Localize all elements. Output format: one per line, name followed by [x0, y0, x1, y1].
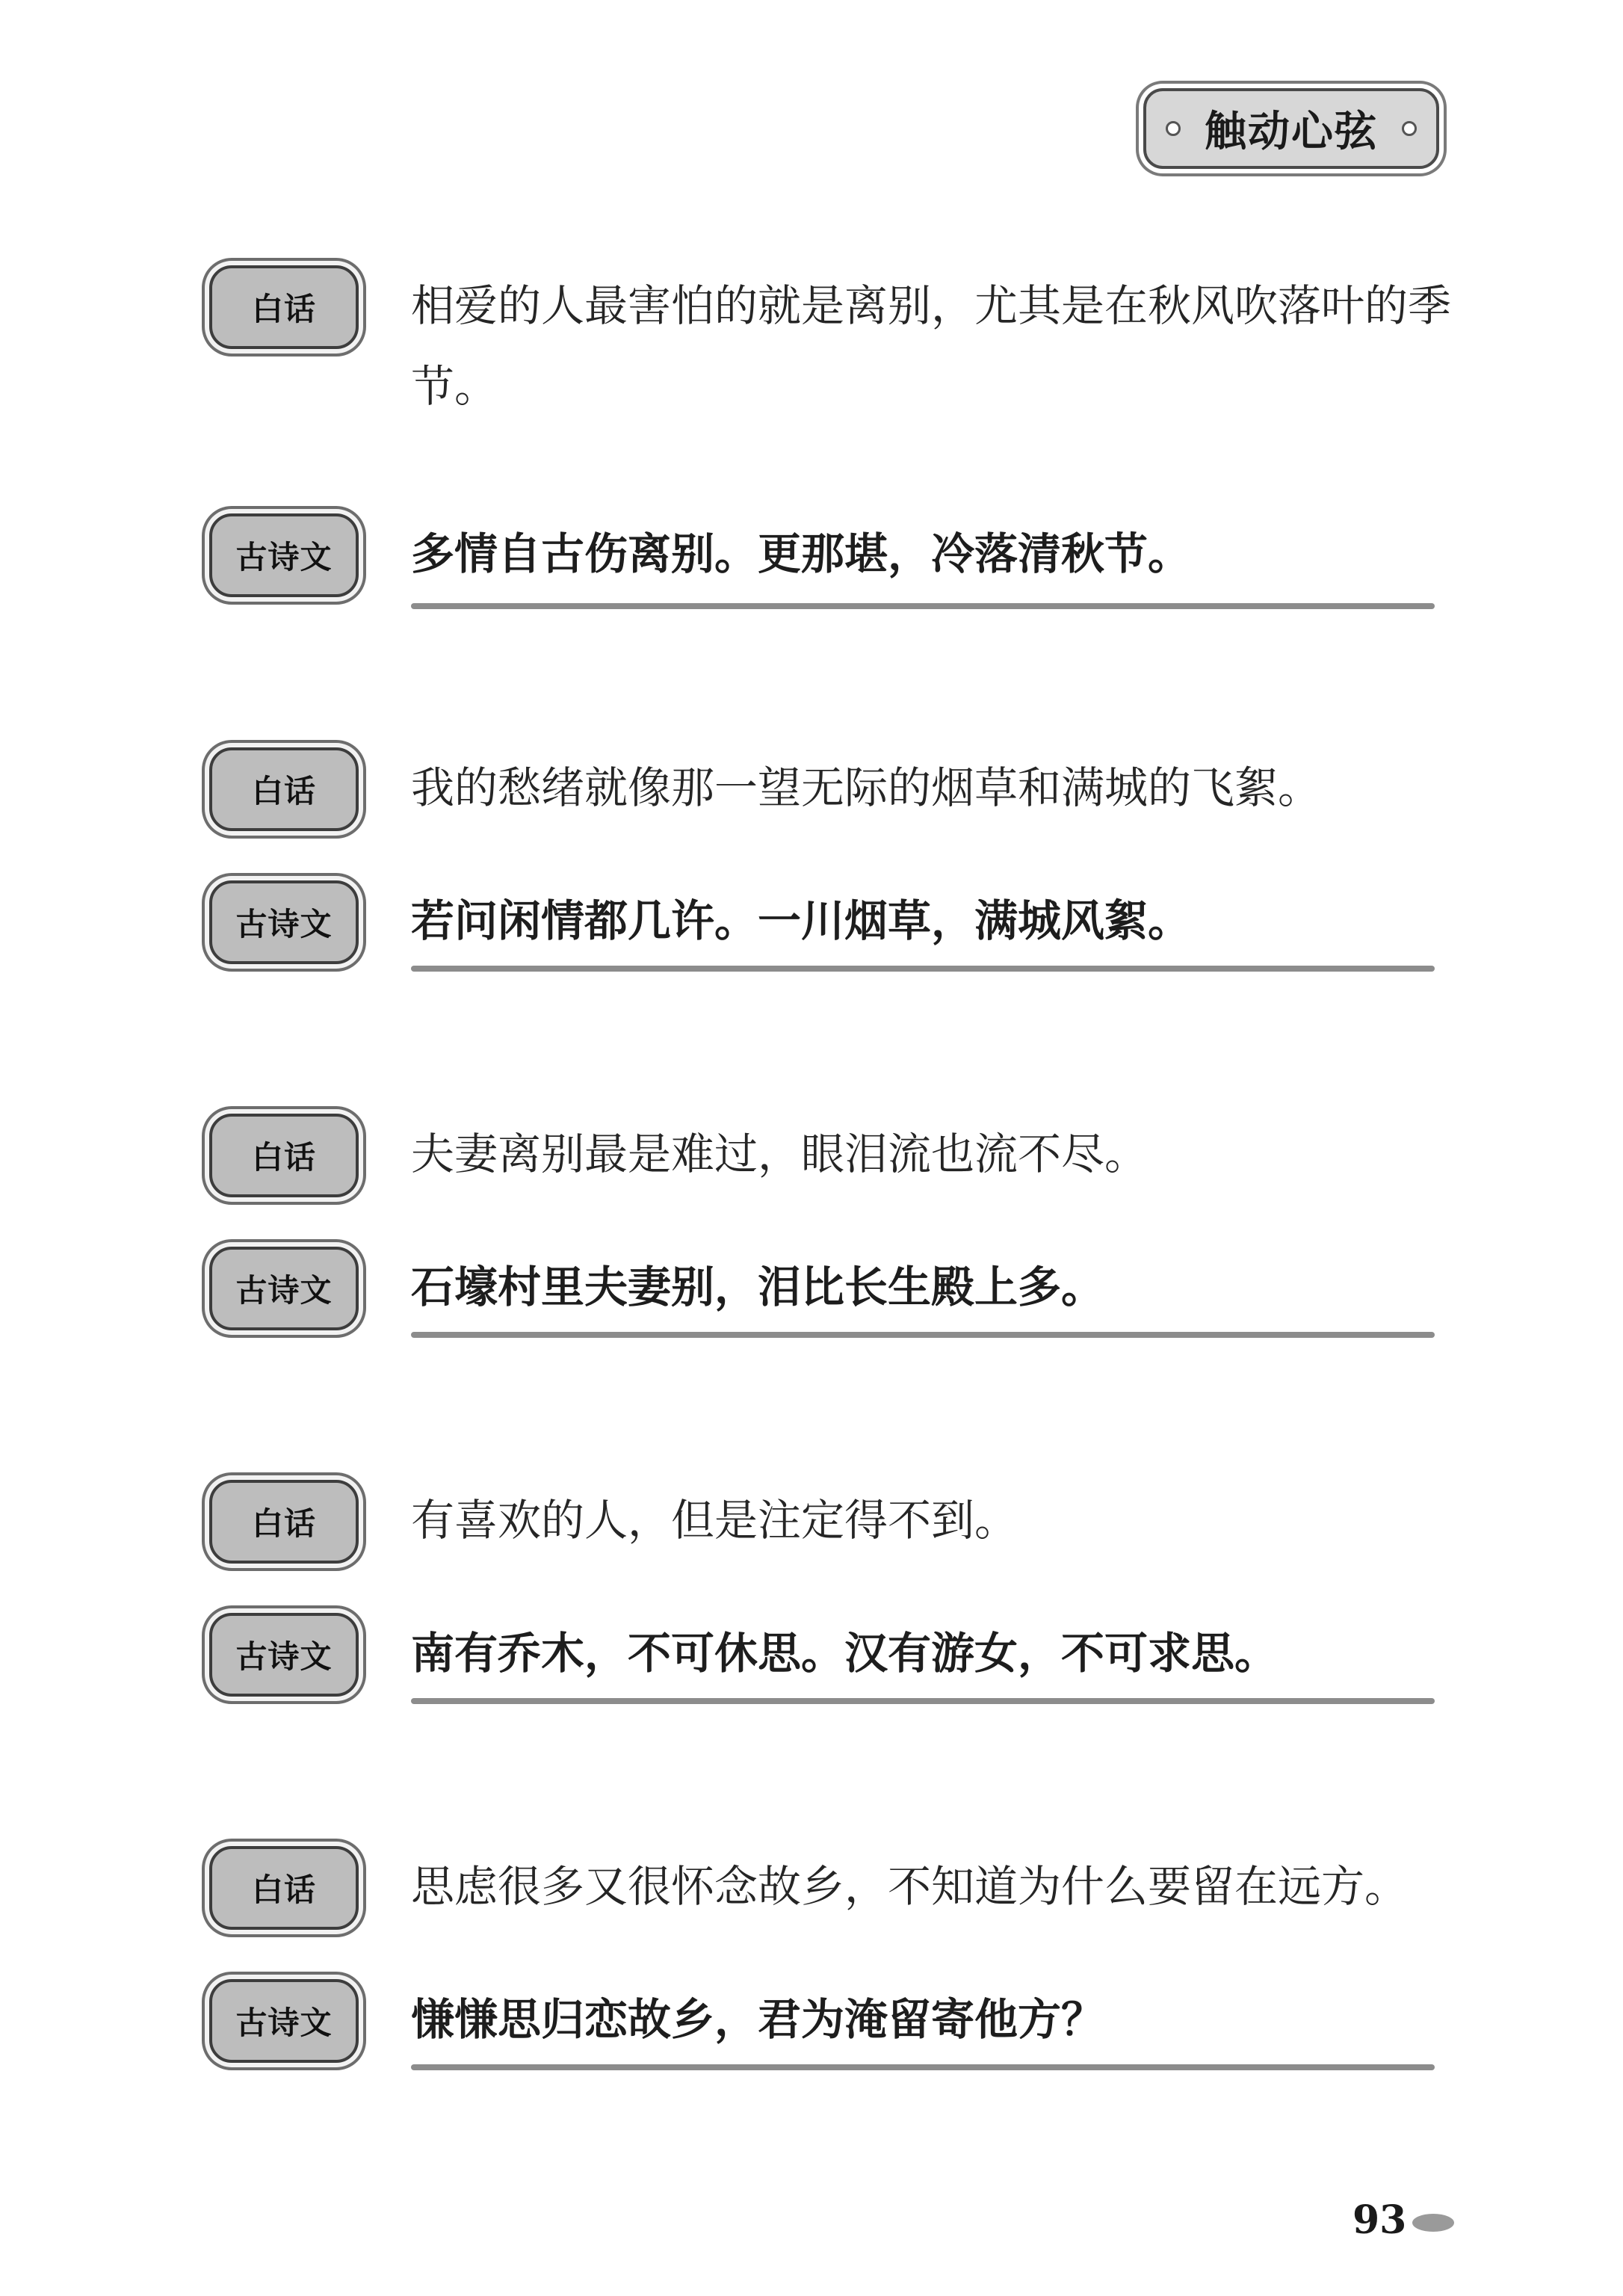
divider-line: [411, 1332, 1435, 1338]
divider-line: [411, 2064, 1435, 2070]
page-number: 93: [1352, 2197, 1407, 2243]
page-ornament-icon: [1412, 2214, 1454, 2232]
section-title-badge: [1143, 88, 1439, 169]
vernacular-tag: 白话: [209, 1846, 359, 1930]
classical-text: 若问闲情都几许。一川烟草，满城风絮。: [411, 895, 1192, 946]
classical-tag: 古诗文: [209, 1613, 359, 1697]
vernacular-tag: 白话: [209, 747, 359, 831]
classical-tag: 古诗文: [209, 880, 359, 964]
divider-line: [411, 1698, 1435, 1704]
vernacular-text: 相爱的人最害怕的就是离别，尤其是在秋风吹落叶的季节。: [411, 280, 1452, 412]
divider-line: [411, 966, 1435, 972]
vernacular-tag: 白话: [209, 265, 359, 349]
vernacular-text: 我的愁绪就像那一望无际的烟草和满城的飞絮。: [411, 762, 1322, 813]
classical-tag: 古诗文: [209, 1979, 359, 2063]
classical-tag: 古诗文: [209, 513, 359, 597]
vernacular-tag: 白话: [209, 1480, 359, 1564]
vernacular-tag: 白话: [209, 1114, 359, 1197]
classical-text: 慊慊思归恋故乡，君为淹留寄他方？: [411, 1994, 1105, 2045]
section-title: 触动心弦: [1205, 108, 1378, 156]
vernacular-text: 有喜欢的人，但是注定得不到。: [411, 1495, 1018, 1546]
badge-left-ornament: [1166, 121, 1181, 136]
badge-right-ornament: [1402, 121, 1417, 136]
divider-line: [411, 603, 1435, 609]
classical-text: 南有乔木，不可休思。汉有游女，不可求思。: [411, 1628, 1279, 1679]
classical-tag: 古诗文: [209, 1247, 359, 1330]
classical-text: 石壕村里夫妻别，泪比长生殿上多。: [411, 1262, 1105, 1312]
vernacular-text: 夫妻离别最是难过，眼泪流也流不尽。: [411, 1129, 1149, 1179]
vernacular-text: 思虑很多又很怀念故乡，不知道为什么要留在远方。: [411, 1861, 1409, 1912]
classical-text: 多情自古伤离别。更那堪，冷落清秋节。: [411, 528, 1192, 579]
